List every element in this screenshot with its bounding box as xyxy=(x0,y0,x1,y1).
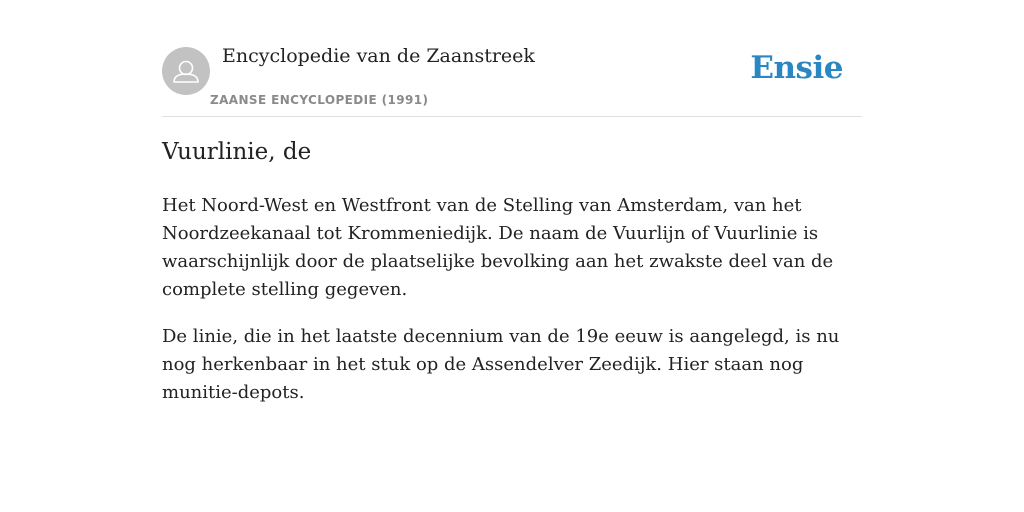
entry-title: Vuurlinie, de xyxy=(162,139,312,165)
book-header xyxy=(162,0,862,117)
user-avatar-icon[interactable] xyxy=(162,47,210,95)
ensie-logo-link[interactable]: Ensie xyxy=(750,50,843,86)
book-title[interactable]: Encyclopedie van de Zaanstreek xyxy=(222,45,535,67)
entry-paragraph-2: De linie, die in het laatste decennium van de 19e eeuw is aangelegd, is nu nog herkenbaar in het stuk op de Assendelver Zeedijk. Hier staan nog munitie-depots. xyxy=(162,326,840,403)
entry-content xyxy=(162,192,862,426)
book-subtitle[interactable]: ZAANSE ENCYCLOPEDIE (1991) xyxy=(210,93,429,107)
entry-paragraph-1: Het Noord-West en Westfront van de Stelling van Amsterdam, van het Noordzeekanaal tot Krommeniedijk. De naam de Vuurlijn of Vuurlinie is waarschijnlijk door de plaatselijke bevolking aan het zwakste deel van de complete stelling gegeven. xyxy=(162,195,834,300)
